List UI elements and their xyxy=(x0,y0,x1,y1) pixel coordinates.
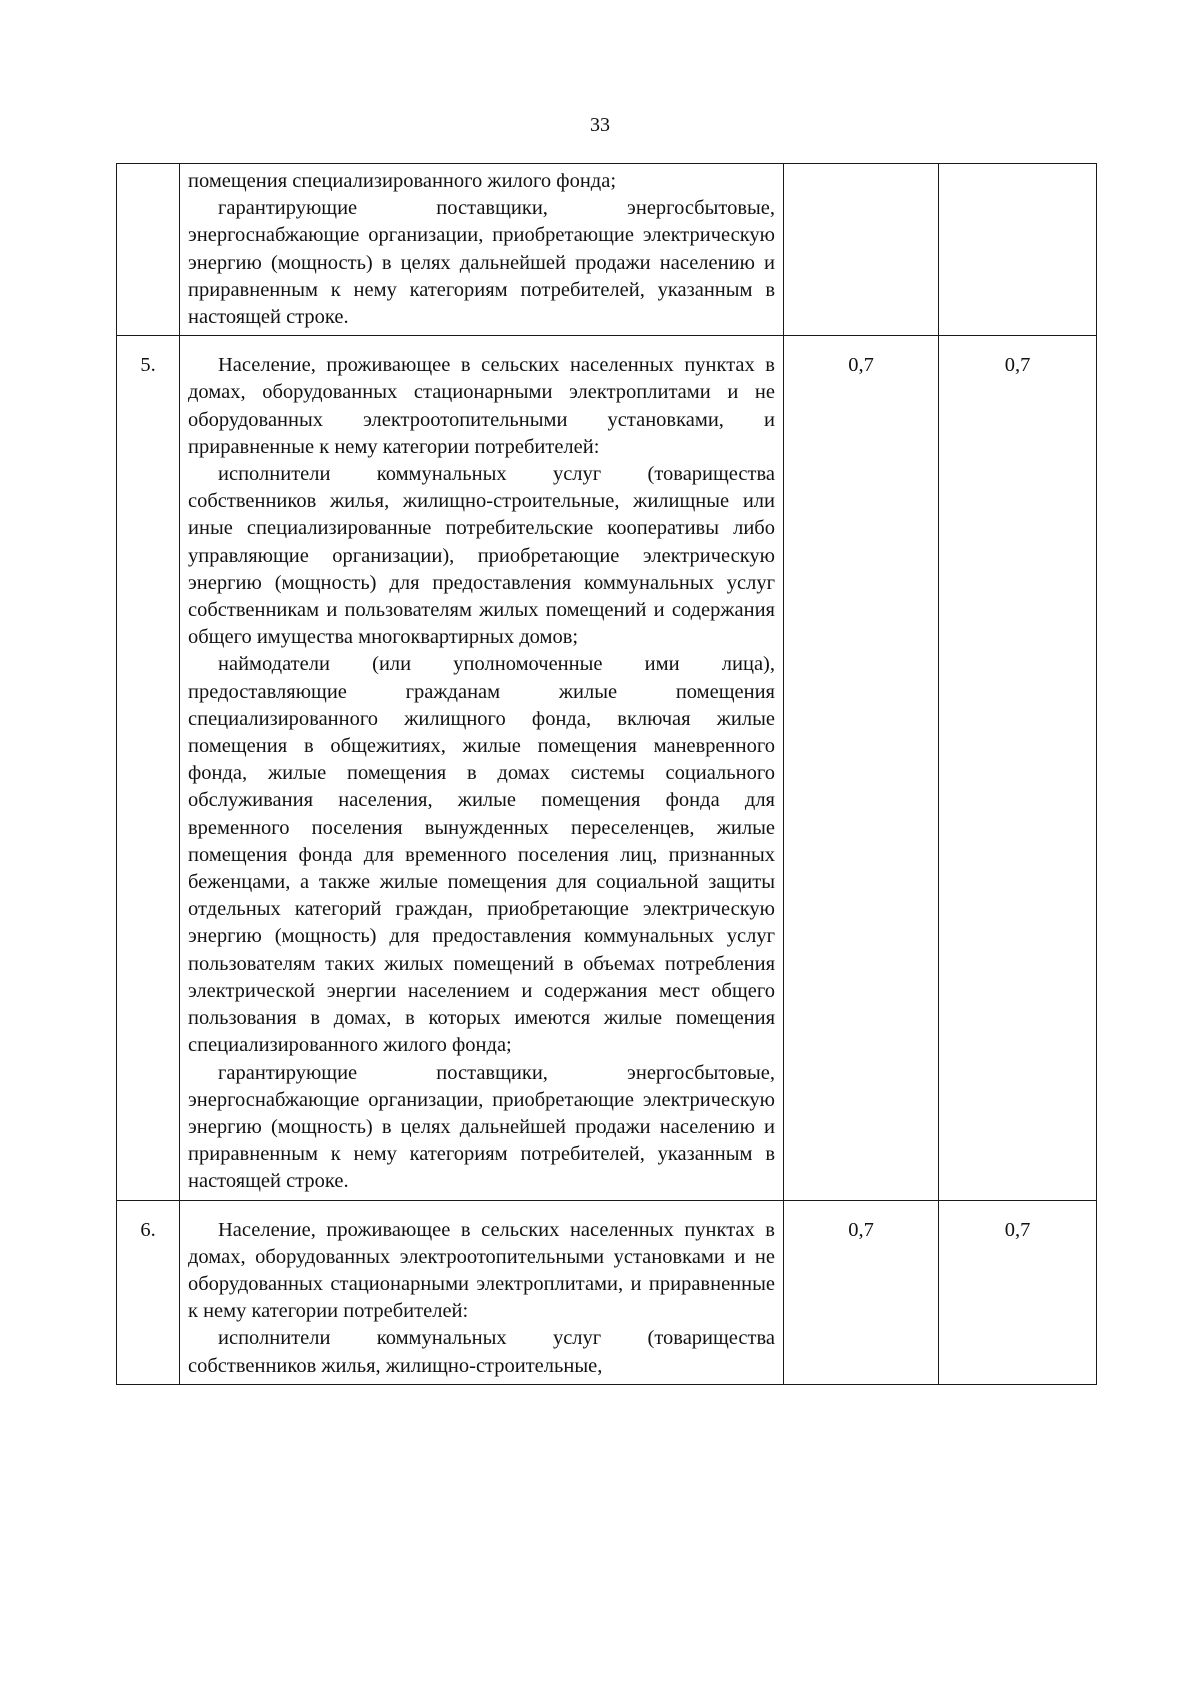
row-number: 6. xyxy=(117,1200,180,1384)
value-cell-2: 0,7 xyxy=(939,1200,1097,1384)
paragraph: Население, проживающее в сельских населенных пунктах в домах, оборудованных электроотопительными установками и не оборудованных стационарными электроплитами, и приравненные к нему категории потребителей: xyxy=(188,1218,775,1323)
row-description xyxy=(180,1200,784,1384)
row-description xyxy=(180,336,784,1200)
page-number: 33 xyxy=(590,114,610,136)
value-cell-1: 0,7 xyxy=(784,336,939,1200)
row-description xyxy=(180,164,784,336)
table-row xyxy=(117,336,1097,1200)
paragraph: исполнители коммунальных услуг (товарищества собственников жилья, жилищно-строительные, жилищные или иные специализированные потребительские кооперативы либо управляющие организации), приобретающие электрическую энергию (мощность) для предоставления коммунальных услуг собственникам и пользователям жилых помещений и содержания общего имущества многоквартирных домов; xyxy=(188,463,775,649)
tariff-table xyxy=(116,163,1097,1385)
table-row xyxy=(117,1200,1097,1384)
paragraph: Население, проживающее в сельских населенных пунктах в домах, оборудованных стационарными электроплитами и не оборудованных электроотопительными установками, и приравненные к нему категории потребителей: xyxy=(188,354,775,458)
row-number: 5. xyxy=(117,336,180,1200)
paragraph: гарантирующие поставщики, энергосбытовые, энергоснабжающие организации, приобретающие электрическую энергию (мощность) в целях дальнейшей продажи населению и приравненным к нему категориям потребителей, указанным в настоящей строке. xyxy=(188,1061,775,1193)
row-number xyxy=(117,164,180,336)
paragraph: гарантирующие поставщики, энергосбытовые, энергоснабжающие организации, приобретающие электрическую энергию (мощность) в целях дальнейшей продажи населению и приравненным к нему категориям потребителей, указанным в настоящей строке. xyxy=(188,197,775,329)
paragraph: исполнители коммунальных услуг (товарищества собственников жилья, жилищно-строительные, xyxy=(188,1327,775,1377)
value-cell-2: 0,7 xyxy=(939,336,1097,1200)
paragraph: помещения специализированного жилого фонда; xyxy=(188,170,617,192)
value-cell-1: 0,7 xyxy=(784,1200,939,1384)
value-cell-1 xyxy=(784,164,939,336)
table-row xyxy=(117,164,1097,336)
paragraph: наймодатели (или уполномоченные ими лица), предоставляющие гражданам жилые помещения специализированного жилищного фонда, включая жилые помещения в общежитиях, жилые помещения маневренного фонда, жилые помещения в домах системы социального обслуживания населения, жилые помещения фонда для временного поселения вынужденных переселенцев, жилые помещения фонда для временного поселения лиц, признанных беженцами, а также жилые помещения для социальной защиты отдельных категорий граждан, приобретающие электрическую энергию (мощность) для предоставления коммунальных услуг пользователям таких жилых помещений в объемах потребления электрической энергии населением и содержания мест общего пользования в домах, в которых имеются жилые помещения специализированного жилого фонда; xyxy=(188,653,775,1057)
value-cell-2 xyxy=(939,164,1097,336)
